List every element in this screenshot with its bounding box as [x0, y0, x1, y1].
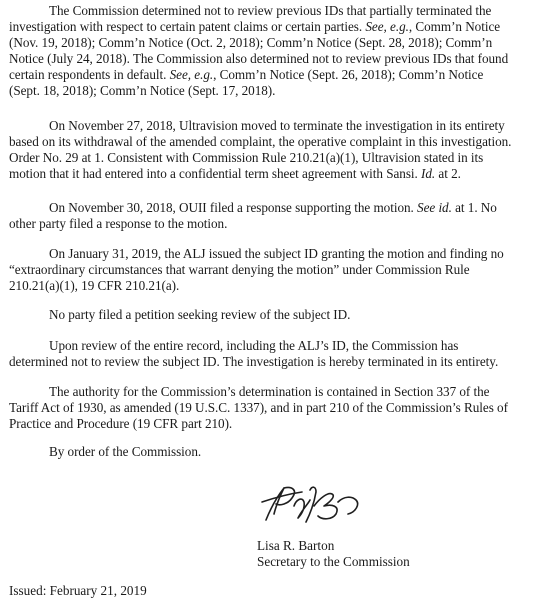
text-line: based on its withdrawal of the amended complaint, the operative complaint in this investigation.	[9, 134, 512, 149]
paragraph-authority	[9, 384, 537, 432]
text-line: Tariff Act of 1930, as amended (19 U.S.C. 1337), and in part 210 of the Commission’s Rules of	[9, 400, 508, 415]
text-line: investigation with respect to certain patent claims or certain parties. See, e.g., Comm’n Notice	[9, 19, 501, 34]
text-line: Upon review of the entire record, including the ALJ’s ID, the Commission has	[49, 338, 459, 353]
text-line: (Sept. 18, 2018); Comm’n Notice (Sept. 17, 2018).	[9, 83, 276, 98]
signer-title: Secretary to the Commission	[257, 554, 410, 569]
text-line: The Commission determined not to review previous IDs that partially terminated the	[49, 3, 492, 18]
text-line: 210.21(a)(1), 19 CFR 210.21(a).	[9, 278, 180, 293]
text-line: “extraordinary circumstances that warrant denying the motion” under Commission Rule	[9, 262, 470, 277]
paragraph-motion-to-terminate	[9, 118, 537, 182]
signer-block	[257, 538, 410, 570]
text-line: (Nov. 19, 2018); Comm’n Notice (Oct. 2, 2018); Comm’n Notice (Sept. 28, 2018); Comm’n	[9, 35, 493, 50]
text-line: Notice (July 24, 2018). The Commission also determined not to review previous IDs that found	[9, 51, 509, 66]
text-line: By order of the Commission.	[49, 444, 202, 459]
text-line: No party filed a petition seeking review of the subject ID.	[49, 307, 351, 322]
paragraph-prior-ids	[9, 3, 537, 99]
text-line: other party filed a response to the motion.	[9, 216, 228, 231]
paragraph-by-order	[9, 444, 537, 460]
text-line: On January 31, 2019, the ALJ issued the subject ID granting the motion and finding no	[49, 246, 504, 261]
text-line: determined not to review the subject ID. The investigation is hereby terminated in its entirety.	[9, 354, 499, 369]
text-line: The authority for the Commission’s determination is contained in Section 337 of the	[49, 384, 490, 399]
paragraph-ouii-response	[9, 200, 537, 232]
text-line: On November 27, 2018, Ultravision moved to terminate the investigation in its entirety	[49, 118, 505, 133]
text-line: Practice and Procedure (19 CFR part 210).	[9, 416, 233, 431]
signature-mark	[258, 480, 458, 528]
paragraph-determination	[9, 338, 537, 370]
paragraph-alj-id	[9, 246, 537, 294]
paragraph-no-petition	[9, 307, 537, 323]
text-line: motion that it had entered into a confidential term sheet agreement with Sansi. Id. at 2.	[9, 166, 461, 181]
signer-name: Lisa R. Barton	[257, 538, 335, 553]
text-line: On November 30, 2018, OUII filed a response supporting the motion. See id. at 1. No	[49, 200, 497, 215]
issued-date: Issued: February 21, 2019	[9, 583, 147, 598]
text-line: certain respondents in default. See, e.g., Comm’n Notice (Sept. 26, 2018); Comm’n Notice	[9, 67, 484, 82]
handwritten-signature	[258, 480, 458, 528]
text-line: Order No. 29 at 1. Consistent with Commission Rule 210.21(a)(1), Ultravision stated in its	[9, 150, 484, 165]
